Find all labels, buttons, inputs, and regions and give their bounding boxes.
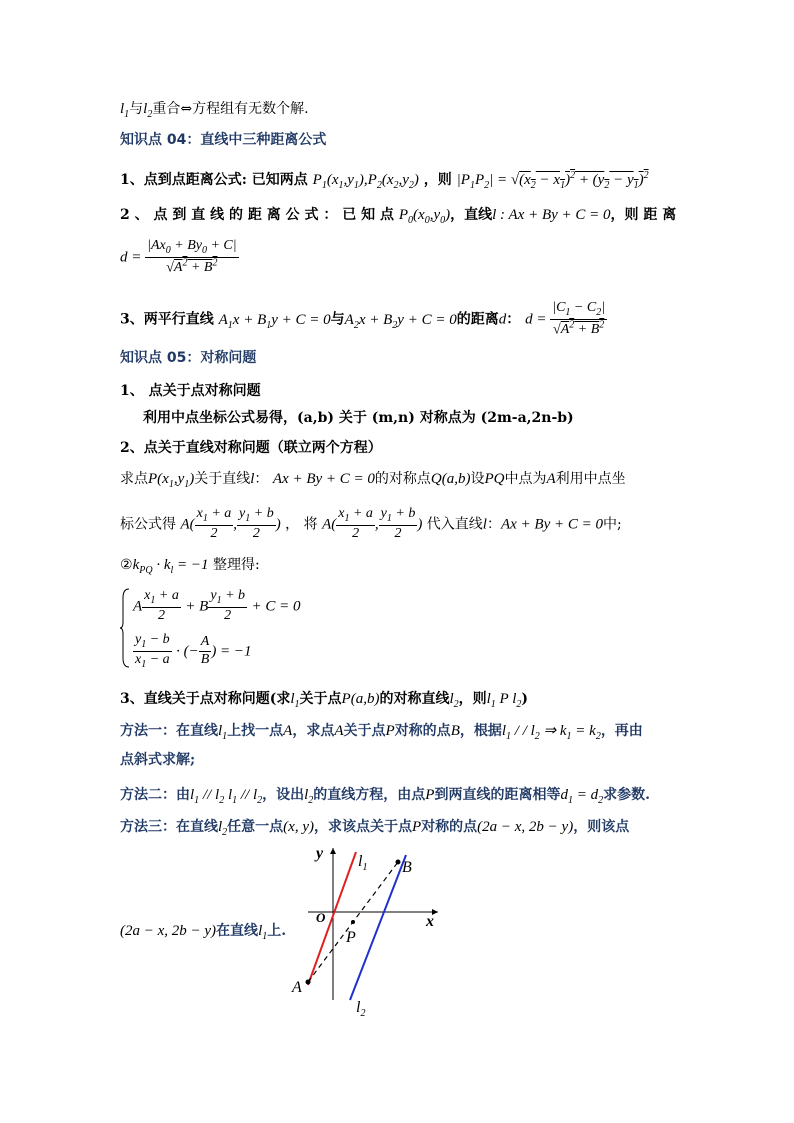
formula-d-point-line: d = $\frac{|Ax_0 + By_0 + C|}{√A^2 + B^2}$	[120, 238, 237, 276]
label-l1: $l_1$	[358, 853, 368, 873]
method-3: 方法三：在直线$l_2$任意一点(x, y)，求该点关于点P对称的点(2a − x, 2b − y)，则该点	[120, 819, 630, 838]
method-1: 方法一：在直线$l_1$上找一点A，求点A关于点P对称的点B，根据$l_1$ / / $l_2$ ⇒ $k_1 = k_2$，再由	[120, 723, 643, 742]
label-x: x	[426, 913, 434, 930]
point-b	[396, 860, 401, 865]
label-b: B	[402, 859, 412, 876]
label-y: y	[316, 845, 324, 862]
item-1-point-distance: 1、点到点距离公式: 已知两点 $P_1(x_1,y_1),P_2(x_2,y_2)$ ，则 $|P_1P_2| = √(x_2 - x_1)^2 + (y_2 - y_1)^2$	[120, 170, 649, 191]
method-1-cont: 点斜式求解;	[120, 752, 196, 768]
label-o: O	[316, 910, 326, 925]
method-3-cont: (2a − x, 2b − y)在直线$l_1$上.	[120, 923, 287, 942]
method-2: 方法二：由$l_1 // l_2$ $l_1 // l_2$，设出$l_2$的直线方程，由点P到两直线的距离相等$d_1 = d_2$求参数.	[120, 787, 650, 806]
sub-3-title: 3、直线关于点对称问题(求$l_1$关于点P(a,b)的对称直线$l_2$，则$l_1$ P $l_2$)	[120, 691, 528, 710]
system-eq-1: A $\frac{x_1 + a}{2}$ + B $\frac{y_1 + b}{2}$ + C = 0	[133, 588, 301, 623]
label-a: A	[292, 979, 302, 996]
sub-1-title: 1、 点关于点对称问题	[120, 383, 261, 399]
sub-2-para-3: $②k_{PQ} \cdot k_l = -1$ 整理得:	[120, 557, 260, 576]
sub-2-para-2: 标公式得 A( $\frac{x_1 + a}{2}$ , $\frac{y_1 + b}{2}$ ) ， 将 A( $\frac{x_1 + a}{2}$ , $\frac{y_1 + b}{2}$ ) 代入直线l：Ax + By + C = 0中;	[120, 506, 622, 541]
item-2-point-line-distance: 2 、 点 到 直 线 的 距 离 公 式 ： 已 知 点 $P_0(x_0,y_0)$，直线l : Ax + By + C = 0，则 距 离	[120, 207, 677, 226]
label-l2: $l_2$	[356, 999, 366, 1019]
point-p	[351, 920, 355, 924]
equation-system-brace	[120, 588, 130, 668]
system-eq-2: $\frac{y_1 - b}{x_1 - a}$ · (− $\frac{A}{B}$ ) = −1	[135, 632, 252, 670]
section-04-title: 知识点 04：直线中三种距离公式	[120, 132, 327, 148]
section-05-title: 知识点 05：对称问题	[120, 350, 257, 366]
sub-1-body: 利用中点坐标公式易得，(a,b) 关于 (m,n) 对称点为 (2m-a,2n-b)	[143, 410, 574, 426]
point-a	[306, 980, 311, 985]
label-p: P	[346, 929, 356, 946]
sub-2-title: 2、点关于直线对称问题（联立两个方程）	[120, 440, 382, 456]
intro-line: $l_1$与$l_2$重合⇔方程组有无数个解.	[120, 101, 309, 120]
item-3-parallel-distance: 3、两平行直线 $A_1x + B_1y + C = 0$与$A_2x + B_2y + C = 0$的距离d： d = $\frac{|C_1 - C_2|}{√A^2 + B^2}$	[120, 300, 606, 338]
sub-2-para-1: 求点$P(x_1,y_1)$关于直线l： Ax + By + C = 0的对称点Q(a,b)设PQ中点为A利用中点坐	[120, 471, 626, 490]
symmetry-figure	[288, 840, 458, 1020]
line-l2	[350, 855, 406, 1000]
